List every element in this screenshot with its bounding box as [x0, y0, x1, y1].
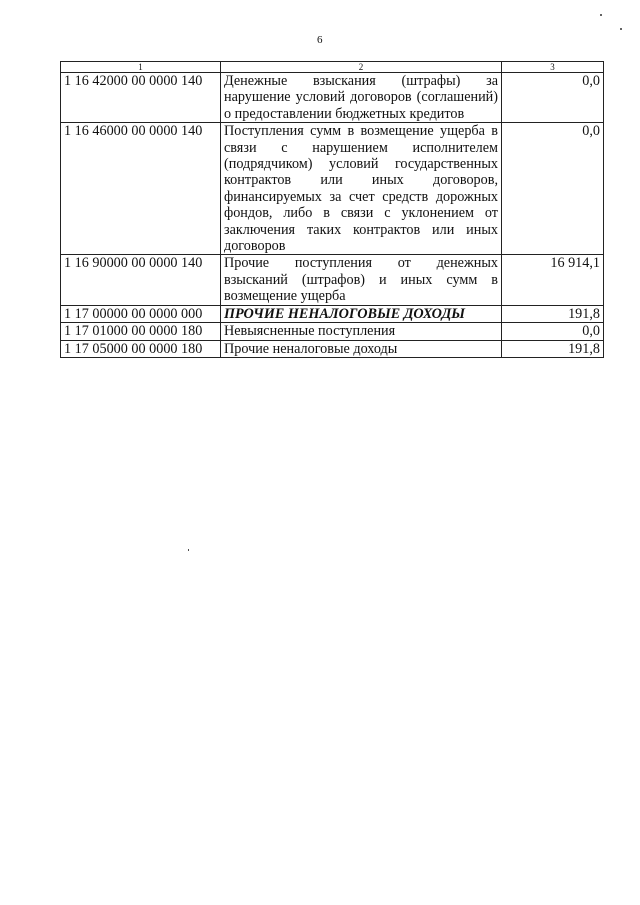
table-row — [61, 255, 604, 305]
amount-cell: 191,8 — [502, 340, 604, 357]
section-title-cell: ПРОЧИЕ НЕНАЛОГОВЫЕ ДОХОДЫ — [221, 305, 502, 322]
scan-speck — [620, 28, 622, 30]
amount-cell: 0,0 — [502, 323, 604, 340]
revenue-name-cell: Денежные взыскания (штрафы) за нарушение условий договоров (соглашений) о предоставлении бюджетных кредитов — [221, 73, 502, 123]
budget-code-cell: 1 16 42000 00 0000 140 — [61, 73, 221, 123]
amount-cell: 0,0 — [502, 123, 604, 255]
column-header-value: 3 — [502, 62, 604, 73]
page-number: 6 — [317, 34, 323, 46]
revenue-name-cell: Поступления сумм в возмещение ущерба в связи с нарушением исполнителем (подрядчиком) условий государственных контрактов или иных договоров, финансируемых за счет средств дорожных фондов, либо в связи с уклонением от заключения таких контрактов или иных договоров — [221, 123, 502, 255]
amount-cell: 0,0 — [502, 73, 604, 123]
budget-code-cell: 1 16 90000 00 0000 140 — [61, 255, 221, 305]
revenue-name-cell: Прочие поступления от денежных взысканий (штрафов) и иных сумм в возмещение ущерба — [221, 255, 502, 305]
table-row — [61, 123, 604, 255]
budget-code-cell: 1 16 46000 00 0000 140 — [61, 123, 221, 255]
revenue-name-cell: Невыясненные поступления — [221, 323, 502, 340]
budget-code-cell: 1 17 00000 00 0000 000 — [61, 305, 221, 322]
budget-code-cell: 1 17 05000 00 0000 180 — [61, 340, 221, 357]
table-row-section-total — [61, 305, 604, 322]
table-row — [61, 323, 604, 340]
scan-speck — [600, 14, 602, 16]
budget-revenue-table — [60, 61, 604, 358]
column-header-name: 2 — [221, 62, 502, 73]
column-header-code: 1 — [61, 62, 221, 73]
scan-speck — [188, 549, 189, 551]
table-row — [61, 73, 604, 123]
budget-code-cell: 1 17 01000 00 0000 180 — [61, 323, 221, 340]
table-row — [61, 340, 604, 357]
amount-cell: 191,8 — [502, 305, 604, 322]
amount-cell: 16 914,1 — [502, 255, 604, 305]
revenue-name-cell: Прочие неналоговые доходы — [221, 340, 502, 357]
table-header-row — [61, 62, 604, 73]
